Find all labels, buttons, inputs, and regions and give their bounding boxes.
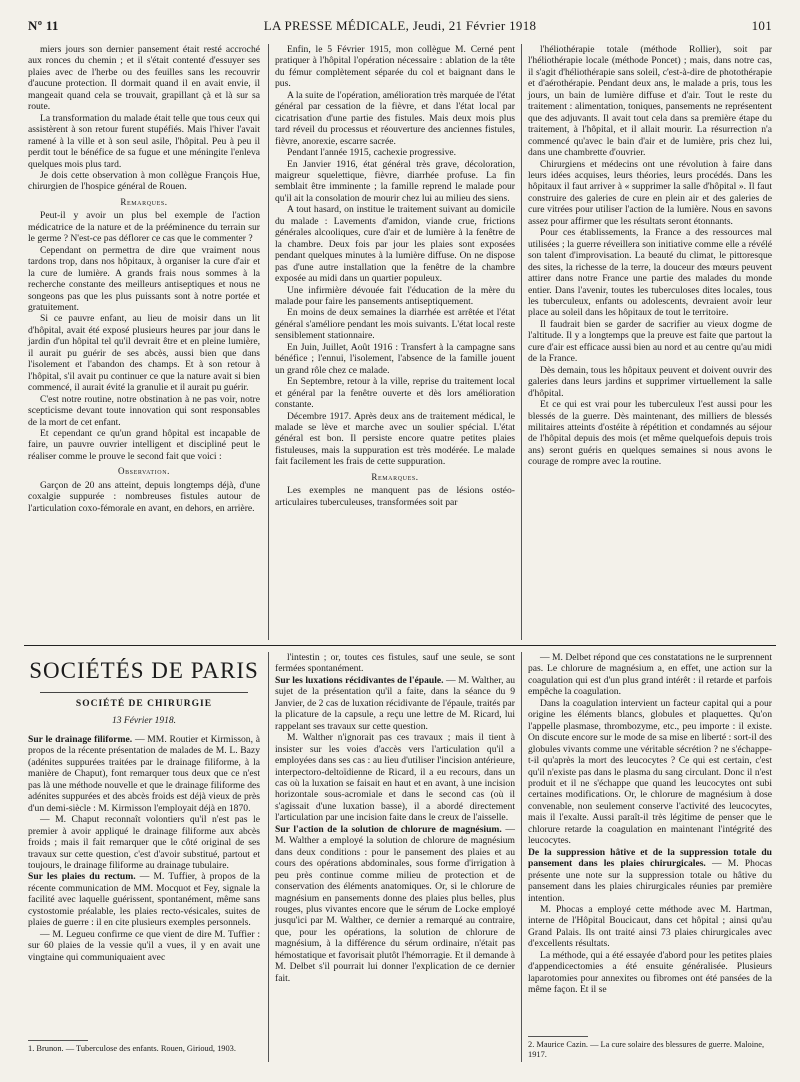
- report-text: — M. Walther a employé la solution de chlorure de magnésium dans deux conditions : pour le pansement des plaies et au cours des opérations abdominales, sous forme d'irrigation à peu près continue comme milieu de protection et de conservation des éléments anatomiques. Or, si le chlorure de magnésium en pansements donne des plaies plus belles, plus rouges, plus vivantes encore que le sérum de Locke employé jusqu'ici par M. Walther, ce dernier a remarqué au contraire, que, pour les opérations, la solution de chlorure de magnésium, à la différence du sérum ordinaire, n'était pas hémostatique et favorisait plutôt l'hémorragie. Et il demande à M. Delbet s'il pourrait lui donner l'explication de ce dernier fait.: [275, 823, 515, 984]
- paragraph: En Juin, Juillet, Août 1916 : Transfert à la campagne sans bénéfice ; l'ennui, l'isolement, l'absence de la famille jouent un grand rôle chez ce malade.: [275, 341, 515, 376]
- footnote-1: 1. Brunon. — Tuberculose des enfants. Rouen, Girioud, 1903.: [28, 1044, 236, 1053]
- paragraph: Peut-il y avoir un plus bel exemple de l'action médicatrice de la nature et de la prééminence du terrain sur le germe ? N'est-ce pas déflorer ce cas que le commenter ?: [28, 210, 260, 245]
- report-text: l'intestin ; or, toutes ces fistules, sauf une seule, se sont fermées spontanément.: [275, 652, 515, 675]
- top-column-2: [275, 44, 515, 508]
- paragraph: Une infirmière dévouée fait l'éducation de la mère du malade pour faire les pansements antiseptiquement.: [275, 284, 515, 307]
- report-heading: Sur les plaies du rectum.: [28, 871, 136, 883]
- paragraph: miers jours son dernier pansement était resté accroché aux ronces du chemin ; et il s'était contenté d'essuyer ses plaies avec de l'herbe ou des feuilles sans les recouvrir d'aucune protection. Il dormait quand il en avait envie, il mangeait quand cela se trouvait, grapillant çà et là sur sa route.: [28, 44, 260, 113]
- report-heading: Sur les luxations récidivantes de l'épaule.: [275, 674, 444, 686]
- section-heading: Remarques.: [120, 196, 168, 207]
- paragraph: En Janvier 1916, état général très grave, décoloration, maigreur squelettique, fièvre, diarrhée profuse. La fin semblait être imminente ; la famille reprend le malade pour qu'il ait la consolation de mourir chez lui au milieu des siens.: [275, 158, 515, 204]
- report-paragraph: [528, 904, 772, 950]
- bottom-column-3: [528, 652, 772, 996]
- title-rule: [40, 692, 248, 693]
- paragraph: Cependant on permettra de dire que vraiment nous tardons trop, dans nos hôpitaux, à organiser la cure d'air et la cure de lumière. A grands frais nous sommes à la recherche constante des meilleurs antiseptiques et nous ne songeons pas que les plus puissants sont à notre portée et gratuitement.: [28, 244, 260, 313]
- paragraph: Il faudrait bien se garder de sacrifier au vieux dogme de l'altitude. Il y a longtemps que la preuve est faite que partout la cure d'air est efficace aussi bien au nord et au centre qu'au midi de la France.: [528, 318, 772, 365]
- paragraph: l'héliothérapie totale (méthode Rollier), soit par l'héliothérapie locale (méthode Poncet) ; mais, dans notre cas, il s'agit d'héliothérapie sans soleil, c'est-à-dire de photothérapie et d'aérothérapie. Pendant deux ans, le malade a pris, tous les jours, un bain de lumière diffuse et d'air. Tout le reste du traitement : alimentation, toniques, pansements ne représentent que des adjuvants. Il avait tout cela dans sa première étape du traitement, à l'hôpital, et il allait mourir. La résurrection n'a commencé qu'avec le bain d'air et de lumière, pris chez lui, dans une chambrette d'ouvrier.: [528, 44, 772, 159]
- paragraph: Pour ces établissements, la France a des ressources mal utilisées ; la guerre réveillera son initiative comme elle a révélé son talent d'improvisation. La beauté du climat, le pittoresque des sites, la richesse de la terre, la douceur des mœurs peuvent attirer dans notre France une partie des malades du monde entier. Dans l'avenir, toutes les tuberculoses dites locales, tous les tuberculeux, enfants ou adolescents, devraient avoir leur place au soleil dans les hôpitaux de tout le territoire.: [528, 227, 772, 319]
- bottom-column-1: [28, 734, 260, 963]
- report-text: — M. Legueu confirme ce que vient de dire M. Tuffier : sur 60 plaies de la vessie qu'il a vues, il y en avait une vingtaine qui communiquaient avec: [28, 928, 260, 963]
- page-header: [28, 18, 772, 38]
- report-paragraph: [528, 698, 772, 847]
- column-divider: [268, 652, 269, 1062]
- section-heading: Remarques.: [371, 471, 419, 482]
- report-text: — MM. Routier et Kirmisson, à propos de la récente présentation de malades de M. L. Bazy (adénites suppurées traitées par le drainage filiforme, à la manière de Chaput), font remarquer tous deux que ce n'est pas là une méthode nouvelle et que le drainage filiforme des adénites suppurées et des abcès froids est déjà vieux de près d'un demi-siècle : M. Kirmisson l'employait déjà en 1870.: [28, 734, 260, 814]
- report-paragraph: [28, 734, 260, 814]
- report-text: M. Walther n'ignorait pas ces travaux ; mais il tient à insister sur les voies d'accès vers l'articulation qu'il a employées dans ses cas : au lieu d'utiliser l'incision antérieure, interpectoro-deltoïdienne de Ricard, il a eu recours, dans un cas où la luxation se faisait en haut et en avant, à une incision horizontale sous-acromiale et dans le second cas (où il s'agissait d'une luxation basse), il a abordé directement l'articulation par une incision faite dans le creux de l'aisselle.: [275, 732, 515, 824]
- paragraph: Et cependant ce qu'un grand hôpital est incapable de faire, un pauvre ouvrier intelligent et discipliné peut le réaliser comme le prouve le second fait que voici :: [28, 427, 260, 462]
- bottom-column-2: [275, 652, 515, 984]
- paragraph: Chirurgiens et médecins ont une révolution à faire dans leurs idées acquises, leurs théories, leurs procédés. Dans les hôpitaux il faut arriver à « supprimer la salle d'hôpital ». Il faut construire des galeries de cure en plein air et des galeries de cure vitrées pour utiliser l'action de la lumière. Nous en savons assez pour affirmer que les résultats seront étonnants.: [528, 158, 772, 227]
- issue-number: Nº 11: [28, 18, 59, 33]
- top-column-3: [528, 44, 772, 468]
- report-text: — M. Phocas présente une note sur la suppression totale ou hâtive du pansement dans les plaies chirurgicales réunies par première intention.: [528, 858, 772, 904]
- report-paragraph: [28, 871, 260, 928]
- report-text: — M. Tuffier, à propos de la récente communication de MM. Mocquot et Fey, signale la facilité avec laquelle guérissent, spontanément, même sans cystostomie préalable, les plaies recto-vésicales, suites de plaies de guerre : il en cite plusieurs exemples personnels.: [28, 871, 261, 929]
- section-divider: [24, 645, 776, 646]
- report-paragraph: [528, 950, 772, 996]
- paragraph: Si ce pauvre enfant, au lieu de moisir dans un lit d'hôpital, avait été exposé plusieurs heures par jour dans le jardin d'un hôpital tel qu'il devrait être et en pleine lumière, il aurait pu guérir de ses abcès, aussi bien que dans l'isolement et l'abandon des champs. Et à son retour à l'hôpital, s'il avait pu continuer ce que la nature avait si bien commencé, il aurait évité la granulie et il aurait pu guérir.: [28, 313, 260, 394]
- column-divider: [521, 44, 522, 640]
- report-text: M. Phocas a employé cette méthode avec M. Hartman, interne de l'Hôpital Boucicaut, dans cet hôpital ; ainsi qu'au Grand Palais. Ils ont traité ainsi 73 plaies chirurgicales avec d'excellents résultats.: [528, 903, 772, 950]
- report-text: Dans la coagulation intervient un facteur capital qui a pour origine les éléments blancs, globules et plaquettes. Qu'on l'appelle plasmase, thrombozyme, etc., peu importe : il existe. On discute encore sur le mode de sa mise en liberté : sort-il des globules vivants comme une véritable sécrétion ? ne s'échappe-t-il qu'après la mort des leucocytes ? Ce qui est certain, c'est qu'il n'existe pas dans le plasma du sang circulant. Donc il n'est produit et il ne s'échappe que quand les leucocytes ont subi certaines modifications. Or, le chlorure de magnésium à dose convenable, non seulement conserve l'activité des leucocytes, mais il l'exalte. Aussi paraît-il très légitime de penser que le chlorure retarde la coagulation en maintenant l'intégrité des leucocytes.: [528, 697, 772, 847]
- report-paragraph: [275, 652, 515, 675]
- column-divider: [521, 652, 522, 1062]
- report-heading: Sur le drainage filiforme.: [28, 734, 133, 745]
- report-paragraph: [275, 732, 515, 824]
- paragraph: Garçon de 20 ans atteint, depuis longtemps déjà, d'une coxalgie suppurée : nombreuses fistules autour de l'articulation coxo-fémorale en avant, en dehors, en arrière.: [28, 479, 260, 514]
- footnote-rule: [28, 1040, 88, 1041]
- society-name: SOCIÉTÉ DE CHIRURGIE: [75, 699, 213, 709]
- report-paragraph: [275, 824, 515, 984]
- footnote-2: 2. Maurice Cazin. — La cure solaire des blessures de guerre. Maloine, 1917.: [528, 1040, 765, 1059]
- report-text: La méthode, qui a été essayée d'abord pour les petites plaies d'appendicectomies a été ensuite généralisée. Plusieurs laparotomies pour annexites ou fibromes ont été pansées de la même façon. Et il se: [528, 949, 772, 996]
- paragraph: Les exemples ne manquent pas de lésions ostéo-articulaires tuberculeuses, transformées soit par: [275, 485, 515, 508]
- section-heading: Observation.: [117, 466, 171, 477]
- paragraph: Décembre 1917. Après deux ans de traitement médical, le malade se lève et marche avec un soulier spécial. L'état général est bon. Il persiste encore quatre petites plaies fistuleuses, mais la suppuration est très modérée. Le malade fait facilement les frais de cette suppuration.: [275, 410, 515, 468]
- report-paragraph: [275, 675, 515, 732]
- paragraph: En Septembre, retour à la ville, reprise du traitement local et général par la fenêtre ouverte et dès lors amélioration constante.: [275, 376, 515, 411]
- column-divider: [268, 44, 269, 640]
- paragraph: A tout hasard, on institue le traitement suivant au domicile du malade : Lavements d'amidon, viande crue, frictions générales alcooliques, cure d'air et de lumière à la fenêtre de la chambre. Deux fois par jour les plaies sont exposées pendant quelques minutes à la lumière diffuse. On ne dispose pas d'une autre installation que la fenêtre de la chambre exposée au midi dans un quartier populeux.: [275, 204, 515, 285]
- report-text: — M. Walther, au sujet de la présentation qu'il a faite, dans la séance du 9 Janvier, de 2 cas de luxation récidivante de l'épaule, traités par la plicature de la capsule, a reçu une lettre de M. Ricard, lui rappelant ses travaux sur cette question.: [275, 674, 515, 732]
- paragraph: Pendant l'année 1915, cachexie progressive.: [287, 147, 457, 159]
- report-heading: De la suppression hâtive et de la suppression totale du pansement dans les plaies chirurgicales.: [528, 846, 772, 870]
- paragraph: En moins de deux semaines la diarrhée est arrêtée et l'état général s'améliore pendant les mois suivants. L'état local reste sensiblement stationnaire.: [275, 307, 515, 342]
- report-text: — M. Chaput reconnaît volontiers qu'il n'est pas le premier à avoir appliqué le drainage filiforme aux abcès froids ; mais il fait remarquer que le côté original de ses travaux sur cette question, c'est d'avoir substitué, partout et toujours, le drainage filiforme au drainage tubulaire.: [28, 814, 260, 871]
- paragraph: C'est notre routine, notre obstination à ne pas voir, notre scepticisme devant toute innovation qui sont responsables de la mort de cet enfant.: [28, 393, 260, 428]
- report-paragraph: [528, 652, 772, 698]
- paragraph: Je dois cette observation à mon collègue François Hue, chirurgien de l'hospice général de Rouen.: [28, 169, 260, 193]
- session-date: 13 Février 1918.: [111, 716, 177, 726]
- section-title: SOCIÉTÉS DE PARIS: [29, 658, 259, 683]
- page-number: 101: [751, 18, 772, 33]
- journal-title: LA PRESSE MÉDICALE, Jeudi, 21 Février 1918: [263, 18, 537, 33]
- top-column-1: [28, 44, 260, 514]
- report-paragraph: [528, 847, 772, 904]
- report-text: — M. Delbet répond que ces constatations ne le surprennent pas. Le chlorure de magnésium a, en effet, une action sur la coagulation qui est d'un plus grand intérêt : il retarde et parfois empêche la coagulation.: [528, 652, 772, 698]
- paragraph: Dès demain, tous les hôpitaux peuvent et doivent ouvrir des galeries dans leurs jardins et supprimer virtuellement la salle d'hôpital.: [528, 364, 772, 399]
- footnote-rule: [528, 1036, 588, 1037]
- report-paragraph: [28, 814, 260, 871]
- report-paragraph: [28, 929, 260, 963]
- report-heading: Sur l'action de la solution de chlorure de magnésium.: [275, 823, 502, 835]
- paragraph: Et ce qui est vrai pour les tuberculeux l'est aussi pour les blessés de la guerre. Dès maintenant, des milliers de blessés militaires atteints d'ostéite à répétition et condamnés au séjour de l'hôpital depuis des mois (et même quelquefois depuis trois ans) seront guéris en quelques semaines si nous avons le courage de rompre avec la routine.: [528, 399, 772, 468]
- paragraph: La transformation du malade était telle que tous ceux qui assistèrent à son retour furent stupéfiés. Mais l'hiver l'avait ramené à la ville et à son seul asile, l'hôpital. Peu à peu il perdit tout le bénéfice de sa fugue et une méningite l'enleva quelques mois plus tard.: [28, 112, 260, 170]
- paragraph: A la suite de l'opération, amélioration très marquée de l'état général par cessation de la fièvre, et dans l'état local par cicatrisation d'une partie des fistules. Mais deux mois plus tard réveil du processus et réouverture des anciennes fistules, fièvre, anorexie, escarre sacrée.: [275, 89, 515, 147]
- paragraph: Enfin, le 5 Février 1915, mon collègue M. Cerné pent pratiquer à l'hôpital l'opération nécessaire : ablation de la tête du fémur complètement séparée du col et baignant dans le pus.: [275, 44, 515, 90]
